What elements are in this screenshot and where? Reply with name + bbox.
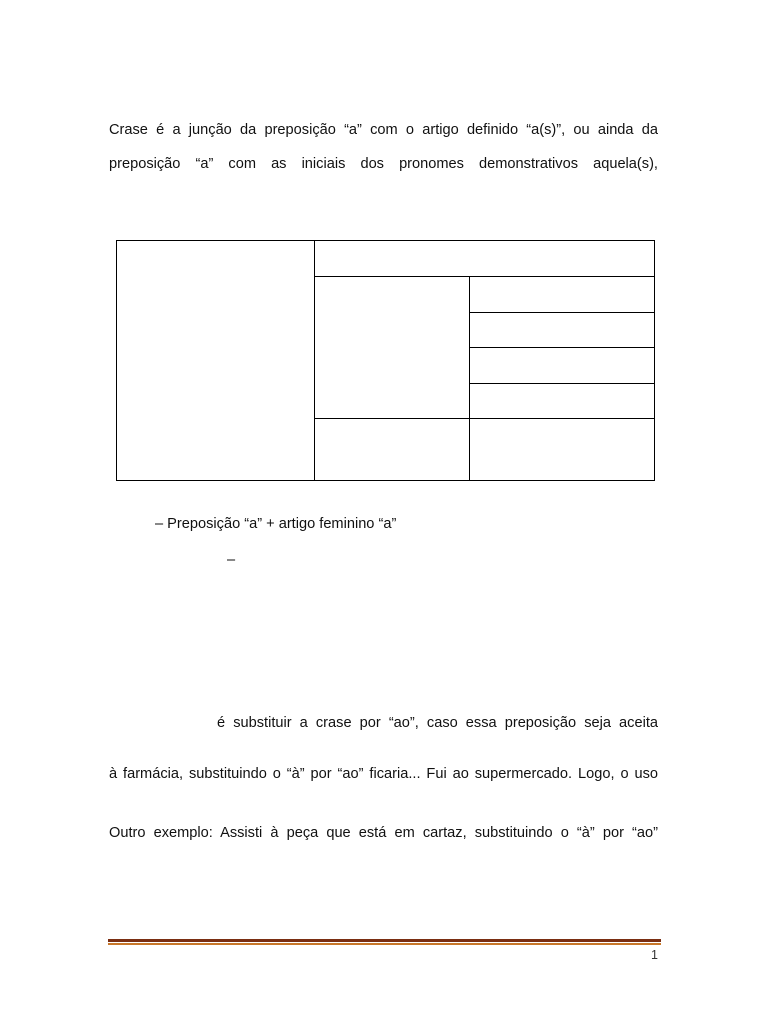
paragraph-line-2: preposição “a” com as iniciais dos pronomes demonstrativos aquela(s), <box>109 156 658 172</box>
table-row-border-1 <box>469 312 655 313</box>
footer-rule-light <box>108 943 661 945</box>
example-line-1: à farmácia, substituindo o “à” por “ao” ficaria... Fui ao supermercado. Logo, o uso <box>109 766 658 782</box>
table-row-border-2 <box>469 347 655 348</box>
bullet-line-1: – Preposição “a” + artigo feminino “a” <box>155 516 397 532</box>
table-header-row-border <box>314 276 655 277</box>
table-row-border-3 <box>469 383 655 384</box>
footer-rule-dark <box>108 939 661 942</box>
bullet-line-2: – <box>227 552 236 568</box>
page-number: 1 <box>651 948 658 962</box>
table-row-border-4 <box>314 418 655 419</box>
tip-line: é substituir a crase por “ao”, caso essa preposição seja aceita <box>217 715 658 731</box>
example-line-2: Outro exemplo: Assisti à peça que está em cartaz, substituindo o “à” por “ao” <box>109 825 658 841</box>
paragraph-line-1: Crase é a junção da preposição “a” com o artigo definido “a(s)”, ou ainda da <box>109 122 658 138</box>
table-col-divider-2 <box>469 276 470 481</box>
